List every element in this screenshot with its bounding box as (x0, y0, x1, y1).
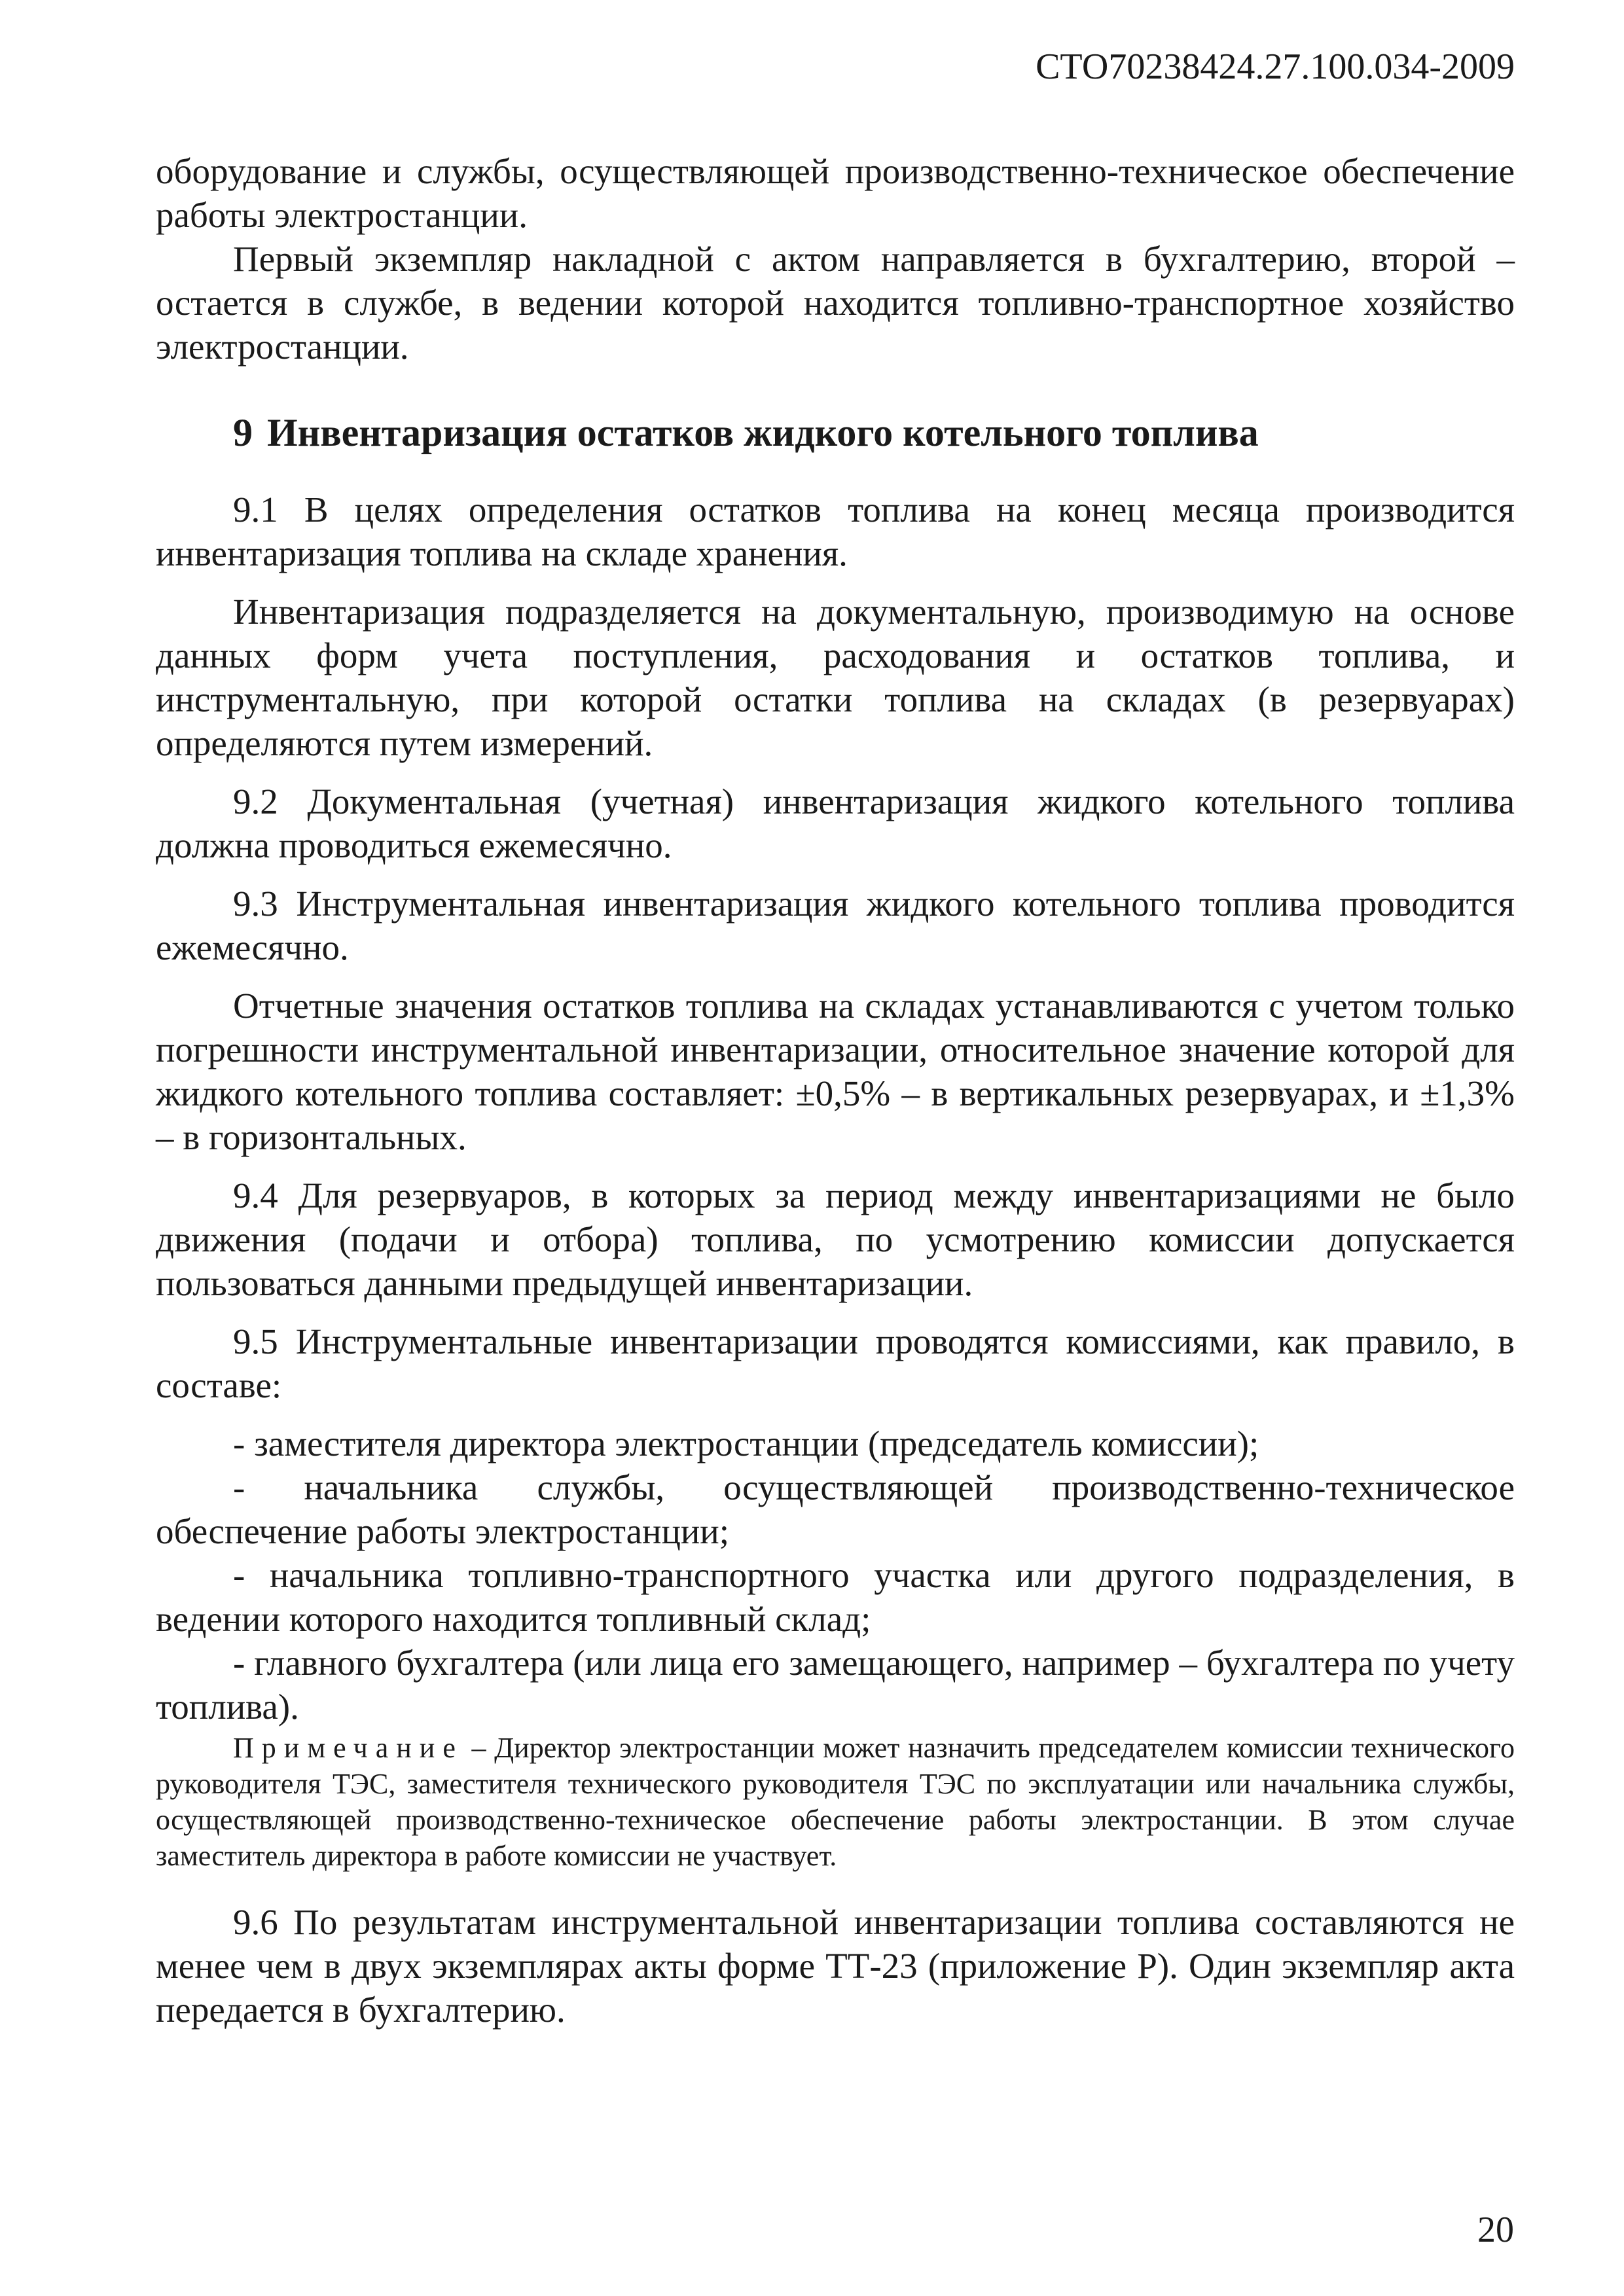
paragraph-9-6: 9.6 По результатам инструментальной инвентаризации топлива составляются не менее чем в двух экземплярах акты форме ТТ-23 (приложение Р). Один экземпляр акта передается в бухгалтерию. (156, 1902, 1515, 2030)
list-item: - заместителя директора электростанции (председатель комиссии); (233, 1424, 1259, 1463)
commission-list (156, 1422, 1515, 1729)
note-label: Примечание (233, 1732, 463, 1764)
note-text: – Директор электростанции может назначить председателем комиссии технического руководителя ТЭС, заместителя технического руководителя ТЭС по эксплуатации или начальника службы, осуществляющей производственно-техническое обеспечение работы электростанции. В этом случае заместитель директора в работе комиссии не участвует. (156, 1732, 1515, 1872)
paragraph-9-1: 9.1 В целях определения остатков топлива на конец месяца производится инвентаризация топлива на складе хранения. (156, 490, 1515, 573)
paragraph-9-1-types: Инвентаризация подразделяется на документальную, производимую на основе данных форм учета поступления, расходования и остатков топлива, и инструментальную, при которой остатки топлива на складах (в резервуарах) определяются путем измерений. (156, 592, 1515, 763)
section-number: 9 (233, 411, 253, 454)
list-item: - начальника топливно-транспортного участка или другого подразделения, в ведении которого находится топливный склад; (156, 1555, 1515, 1639)
note (156, 1730, 1515, 1874)
list-item: - начальника службы, осуществляющей производственно-техническое обеспечение работы электростанции; (156, 1467, 1515, 1551)
paragraph-9-4: 9.4 Для резервуаров, в которых за период между инвентаризациями не было движения (подачи и отбора) топлива, по усмотрению комиссии допускается пользоваться данными предыдущей инвентаризации. (156, 1175, 1515, 1303)
section-title: Инвентаризация остатков жидкого котельного топлива (267, 411, 1259, 454)
paragraph-9-3: 9.3 Инструментальная инвентаризация жидкого котельного топлива проводится ежемесячно. (156, 884, 1515, 967)
paragraph-9-3-accuracy: Отчетные значения остатков топлива на складах устанавливаются с учетом только погрешности инструментальной инвентаризации, относительное значение которой для жидкого котельного топлива составляет: ±0,5% – в вертикальных резервуарах, и ±1,3% – в горизонтальных. (156, 986, 1515, 1157)
document-code: СТО70238424.27.100.034-2009 (1036, 46, 1515, 87)
paragraph-continuation: оборудование и службы, осуществляющей производственно-техническое обеспечение работы электростанции. (156, 151, 1515, 235)
paragraph-9-5: 9.5 Инструментальные инвентаризации проводятся комиссиями, как правило, в составе: (156, 1321, 1515, 1405)
section-heading (156, 406, 1515, 459)
list-item: - главного бухгалтера (или лица его замещающего, например – бухгалтера по учету топлива). (156, 1643, 1515, 1727)
paragraph-waybill-copies: Первый экземпляр накладной с актом направляется в бухгалтерию, второй – остается в службе, в ведении которой находится топливно-транспортное хозяйство электростанции. (156, 239, 1515, 367)
page-number: 20 (1477, 2210, 1514, 2250)
paragraph-9-2: 9.2 Документальная (учетная) инвентаризация жидкого котельного топлива должна проводиться ежемесячно. (156, 781, 1515, 865)
page-content (156, 149, 1515, 2032)
